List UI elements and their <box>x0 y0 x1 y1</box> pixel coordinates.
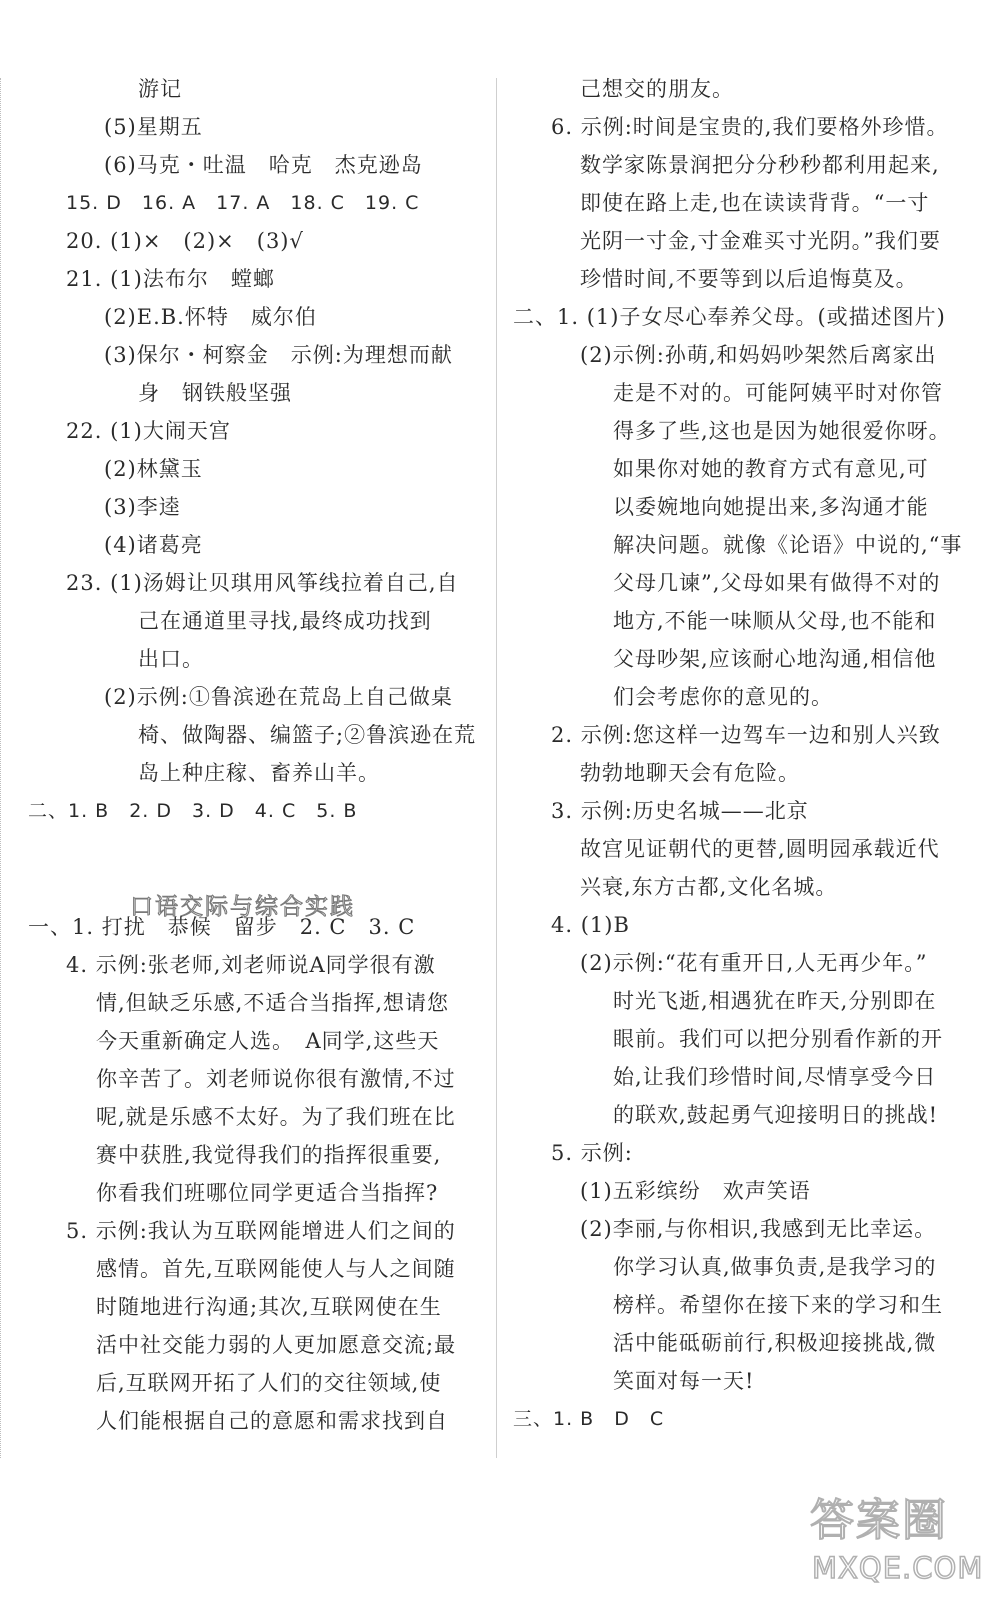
answer-line: 你看我们班哪位同学更适合当指挥? <box>96 1181 439 1205</box>
answer-line: 6. 示例:时间是宝贵的,我们要格外珍惜。 <box>551 115 949 139</box>
answer-line: 己在通道里寻找,最终成功找到 <box>138 609 432 633</box>
answer-line: 今天重新确定人选。 A同学,这些天 <box>96 1029 440 1053</box>
answer-line: 二、1. B 2. D 3. D 4. C 5. B <box>28 800 358 822</box>
answer-line: (6)马克・吐温 哈克 杰克逊岛 <box>104 153 423 177</box>
answer-line: 你辛苦了。刘老师说你很有激情,不过 <box>96 1067 456 1091</box>
answer-line: 岛上种庄稼、畜养山羊。 <box>138 761 380 785</box>
answer-line: 5. 示例: <box>551 1141 633 1165</box>
answer-line: (1)五彩缤纷 欢声笑语 <box>580 1179 811 1203</box>
watermark-logo-text: 答案圈 <box>810 1495 948 1546</box>
answer-line: (2)E.B.怀特 威尔伯 <box>104 305 317 329</box>
answer-line: (3)李逵 <box>104 495 181 519</box>
answer-line: 父母吵架,应该耐心地沟通,相信他 <box>613 647 937 671</box>
answer-line: 3. 示例:历史名城——北京 <box>551 799 809 823</box>
answer-line: 5. 示例:我认为互联网能增进人们之间的 <box>66 1219 456 1243</box>
answer-line: 身 钢铁般坚强 <box>138 381 292 405</box>
answer-line: 故宫见证朝代的更替,圆明园承载近代 <box>580 837 940 861</box>
answer-line: 23. (1)汤姆让贝琪用风筝线拉着自己,自 <box>66 571 459 595</box>
answer-line: 21. (1)法布尔 螳螂 <box>66 267 275 291</box>
answer-line: 勃勃地聊天会有危险。 <box>580 761 800 785</box>
answer-line: 出口。 <box>138 647 204 671</box>
answer-line: 三、1. B D C <box>513 1408 665 1430</box>
answer-line: 二、1. (1)子女尽心奉养父母。(或描述图片) <box>513 305 946 329</box>
answer-line: 眼前。我们可以把分别看作新的开 <box>613 1027 943 1051</box>
answer-line: (2)林黛玉 <box>104 457 203 481</box>
answer-line: 父母几谏”,父母如果有做得不对的 <box>613 571 941 595</box>
answer-line: 榜样。希望你在接下来的学习和生 <box>613 1293 943 1317</box>
column-divider <box>496 78 497 1458</box>
answer-line: 活中社交能力弱的人更加愿意交流;最 <box>96 1333 457 1357</box>
answer-line: (2)示例:“花有重开日,人无再少年。” <box>580 951 928 975</box>
answer-line: 解决问题。就像《论语》中说的,“事 <box>613 533 963 557</box>
watermark <box>810 1492 990 1592</box>
answer-line: 20. (1)× (2)× (3)√ <box>66 229 304 253</box>
answer-line: 时光飞逝,相遇犹在昨天,分别即在 <box>613 989 937 1013</box>
answer-line: 数学家陈景润把分分秒秒都利用起来, <box>580 153 940 177</box>
answer-line: 人们能根据自己的意愿和需求找到自 <box>96 1409 448 1433</box>
answer-line: 己想交的朋友。 <box>580 77 734 101</box>
answer-line: 兴衰,东方古都,文化名城。 <box>580 875 838 899</box>
answer-line: 笑面对每一天! <box>613 1369 755 1393</box>
answer-line: 22. (1)大闹天宫 <box>66 419 231 443</box>
watermark-url: MXQE.COM <box>812 1551 984 1585</box>
answer-line: (5)星期五 <box>104 115 203 139</box>
answer-line: 4. (1)B <box>551 913 630 937</box>
section-title: 口语交际与综合实践 <box>130 894 355 920</box>
answer-line: 的联欢,鼓起勇气迎接明日的挑战! <box>613 1103 939 1127</box>
answer-line: 即使在路上走,也在读读背背。“一寸 <box>580 191 930 215</box>
answer-line: 们会考虑你的意见的。 <box>613 685 833 709</box>
answer-line: 时随地进行沟通;其次,互联网使在生 <box>96 1295 442 1319</box>
answer-line: 后,互联网开拓了人们的交往领域,使 <box>96 1371 442 1395</box>
answer-line: 活中能砥砺前行,积极迎接挑战,微 <box>613 1331 937 1355</box>
answer-line: 一、1. 打扰 恭候 留步 2. C 3. C <box>28 915 416 939</box>
answer-line: 15. D 16. A 17. A 18. C 19. C <box>66 192 420 214</box>
page-edge-dotted <box>0 78 1 1458</box>
answer-line: 始,让我们珍惜时间,尽情享受今日 <box>613 1065 937 1089</box>
answer-line: 光阴一寸金,寸金难买寸光阴。”我们要 <box>580 229 941 253</box>
answer-line: 你学习认真,做事负责,是我学习的 <box>613 1255 937 1279</box>
answer-line: 感情。首先,互联网能使人与人之间随 <box>96 1257 456 1281</box>
answer-line: 4. 示例:张老师,刘老师说A同学很有激 <box>66 953 436 977</box>
answer-line: 情,但缺乏乐感,不适合当指挥,想请您 <box>96 991 450 1015</box>
answer-line: 如果你对她的教育方式有意见,可 <box>613 457 929 481</box>
answer-line: 游记 <box>138 77 182 101</box>
answer-line: 走是不对的。可能阿姨平时对你管 <box>613 381 943 405</box>
answer-line: (2)示例:①鲁滨逊在荒岛上自己做桌 <box>104 685 453 709</box>
answer-line: (2)李丽,与你相识,我感到无比幸运。 <box>580 1217 937 1241</box>
answer-line: 呢,就是乐感不太好。为了我们班在比 <box>96 1105 456 1129</box>
answer-line: (3)保尔・柯察金 示例:为理想而献 <box>104 343 453 367</box>
answer-line: (4)诸葛亮 <box>104 533 203 557</box>
answer-line: 椅、做陶器、编篮子;②鲁滨逊在荒 <box>138 723 477 747</box>
answer-line: 2. 示例:您这样一边驾车一边和别人兴致 <box>551 723 941 747</box>
answer-line: 赛中获胜,我觉得我们的指挥很重要, <box>96 1143 442 1167</box>
answer-line: 珍惜时间,不要等到以后追悔莫及。 <box>580 267 918 291</box>
answer-line: (2)示例:孙萌,和妈妈吵架然后离家出 <box>580 343 937 367</box>
answer-line: 以委婉地向她提出来,多沟通才能 <box>613 495 929 519</box>
answer-line: 地方,不能一味顺从父母,也不能和 <box>613 609 937 633</box>
answer-line: 得多了些,这也是因为她很爱你呀。 <box>613 419 951 443</box>
